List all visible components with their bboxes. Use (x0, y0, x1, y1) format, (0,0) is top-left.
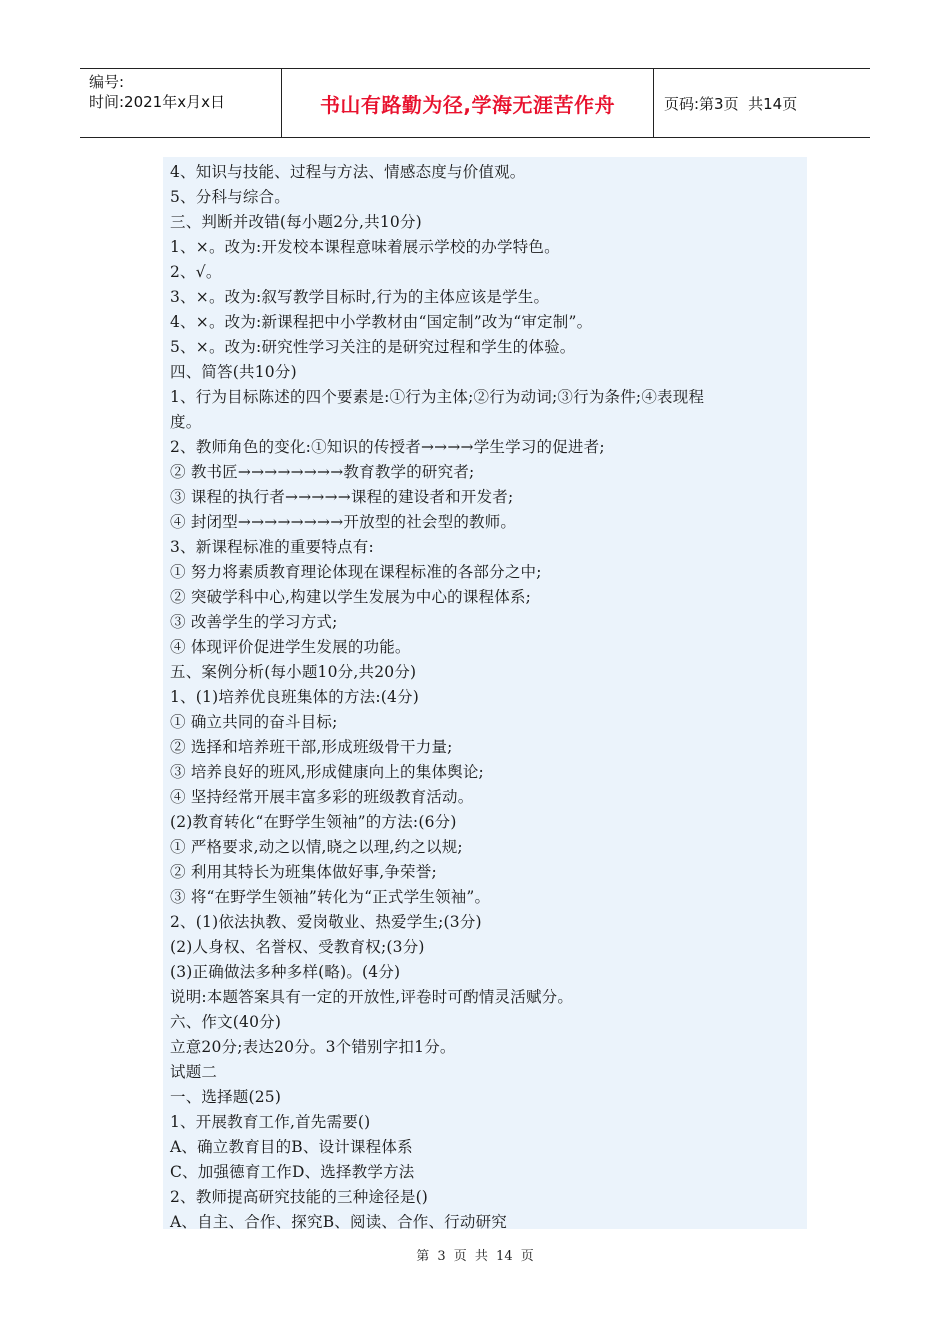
text-line: (3)正确做法多种多样(略)。(4分) (170, 963, 401, 981)
text-line: 4、×。改为:新课程把中小学教材由“国定制”改为“审定制”。 (170, 313, 593, 331)
text-line: ④ 体现评价促进学生发展的功能。 (170, 638, 411, 656)
text-line: 1、行为目标陈述的四个要素是:①行为主体;②行为动词;③行为条件;④表现程 (170, 388, 705, 406)
text-line: 说明:本题答案具有一定的开放性,评卷时可酌情灵活赋分。 (170, 988, 574, 1006)
text-line: 1、(1)培养优良班集体的方法:(4分) (170, 688, 419, 706)
text-line: ② 利用其特长为班集体做好事,争荣誉; (170, 863, 437, 881)
text-line: 三、判断并改错(每小题2分,共10分) (170, 213, 422, 231)
document-date: 时间:2021年x月x日 (89, 93, 225, 111)
header-motto: 书山有路勤为径,学海无涯苦作舟 (282, 69, 654, 137)
text-line: ③ 将“在野学生领袖”转化为“正式学生领袖”。 (170, 888, 491, 906)
text-line: 六、作文(40分) (170, 1013, 282, 1031)
text-line: 立意20分;表达20分。3个错别字扣1分。 (170, 1038, 456, 1056)
text-line: 5、分科与综合。 (170, 188, 290, 206)
text-line: A、自主、合作、探究B、阅读、合作、行动研究 (170, 1213, 507, 1231)
text-line: 2、教师提高研究技能的三种途径是() (170, 1188, 429, 1206)
text-line: 2、教师角色的变化:①知识的传授者→→→→学生学习的促进者; (170, 438, 605, 456)
text-line: ② 教书匠→→→→→→→→教育教学的研究者; (170, 463, 475, 481)
text-line: 一、选择题(25) (170, 1088, 282, 1106)
text-line: ④ 坚持经常开展丰富多彩的班级教育活动。 (170, 788, 474, 806)
text-line: 四、简答(共10分) (170, 363, 297, 381)
text-line: (2)教育转化“在野学生领袖”的方法:(6分) (170, 813, 457, 831)
text-line: ① 努力将素质教育理论体现在课程标准的各部分之中; (170, 563, 542, 581)
text-line: A、确立教育目的B、设计课程体系 (170, 1138, 413, 1156)
page-footer: 第 3 页 共 14 页 (416, 1249, 534, 1264)
text-line: ① 严格要求,动之以情,晓之以理,约之以规; (170, 838, 463, 856)
document-number-label: 编号: (89, 73, 125, 91)
text-line: 试题二 (170, 1063, 218, 1081)
text-line: 1、开展教育工作,首先需要() (170, 1113, 371, 1131)
text-line: 2、√。 (170, 263, 222, 281)
text-line: ③ 培养良好的班风,形成健康向上的集体舆论; (170, 763, 484, 781)
text-line: 1、×。改为:开发校本课程意味着展示学校的办学特色。 (170, 238, 560, 256)
text-line: ② 突破学科中心,构建以学生发展为中心的课程体系; (170, 588, 532, 606)
text-line: (2)人身权、名誉权、受教育权;(3分) (170, 938, 425, 956)
text-line: 度。 (170, 413, 202, 431)
text-line: ③ 改善学生的学习方式; (170, 613, 338, 631)
text-line: 5、×。改为:研究性学习关注的是研究过程和学生的体验。 (170, 338, 576, 356)
text-line: ③ 课程的执行者→→→→→课程的建设者和开发者; (170, 488, 514, 506)
header-page-info (654, 69, 870, 137)
text-line: C、加强德育工作D、选择教学方法 (170, 1163, 415, 1181)
text-line: 4、知识与技能、过程与方法、情感态度与价值观。 (170, 163, 526, 181)
text-line: 2、(1)依法执教、爱岗敬业、热爱学生;(3分) (170, 913, 482, 931)
text-line: 3、新课程标准的重要特点有: (170, 538, 374, 556)
document-body (163, 157, 807, 1229)
text-line: ④ 封闭型→→→→→→→→开放型的社会型的教师。 (170, 513, 517, 531)
header-meta (80, 69, 282, 137)
text-line: 五、案例分析(每小题10分,共20分) (170, 663, 417, 681)
page-info-text: 页码:第3页 共14页 (664, 94, 798, 113)
page-header (80, 68, 870, 138)
text-line: 3、×。改为:叙写教学目标时,行为的主体应该是学生。 (170, 288, 550, 306)
text-line: ② 选择和培养班干部,形成班级骨干力量; (170, 738, 453, 756)
text-line: ① 确立共同的奋斗目标; (170, 713, 338, 731)
